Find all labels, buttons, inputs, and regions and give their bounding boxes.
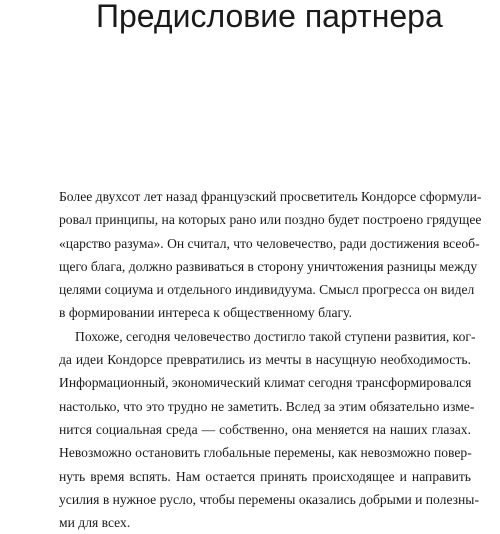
text-line: в формировании интереса к общественному благу.: [59, 305, 352, 321]
text-line: Более двухсот лет назад французский просветитель Кондорсе сформули-: [59, 189, 482, 204]
text-line: ровал принципы, на которых рано или поздно будет построено грядущее: [59, 212, 482, 228]
text-line: Информационный, экономический климат сегодня трансформировался: [59, 375, 472, 391]
text-line: «царство разума». Он считал, что человечество, ради достижения всеоб-: [59, 235, 480, 251]
text-line: усилия в нужное русло, чтобы перемены оказались добрыми и полезны-: [59, 491, 479, 507]
body-text: [59, 185, 482, 534]
text-line: целями социума и отдельного индивидуума. Смысл прогресса он видел: [59, 282, 475, 298]
text-line: Невозможно остановить глобальные перемены, как невозможно повер-: [59, 445, 472, 461]
text-line: настолько, что это трудно не заметить. Вслед за этим обязательно изме-: [59, 398, 475, 414]
text-line: да идеи Кондорсе превратились из мечты в насущную необходимость.: [59, 352, 471, 368]
text-line: Похоже, сегодня человечество достигло такой ступени развития, ког-: [75, 328, 476, 344]
text-line: ми для всех.: [59, 515, 131, 531]
page-title: Предисловие партнера: [96, 0, 443, 34]
text-line: щего блага, должно развиваться в сторону уничтожения разницы между: [59, 258, 478, 274]
text-line: нуть время вспять. Нам остается принять происходящее и направить: [59, 468, 471, 484]
text-line: нится социальная среда — собственно, она меняется на наших глазах.: [59, 421, 471, 437]
paragraph-1: [59, 185, 482, 325]
paragraph-2: [59, 325, 479, 534]
